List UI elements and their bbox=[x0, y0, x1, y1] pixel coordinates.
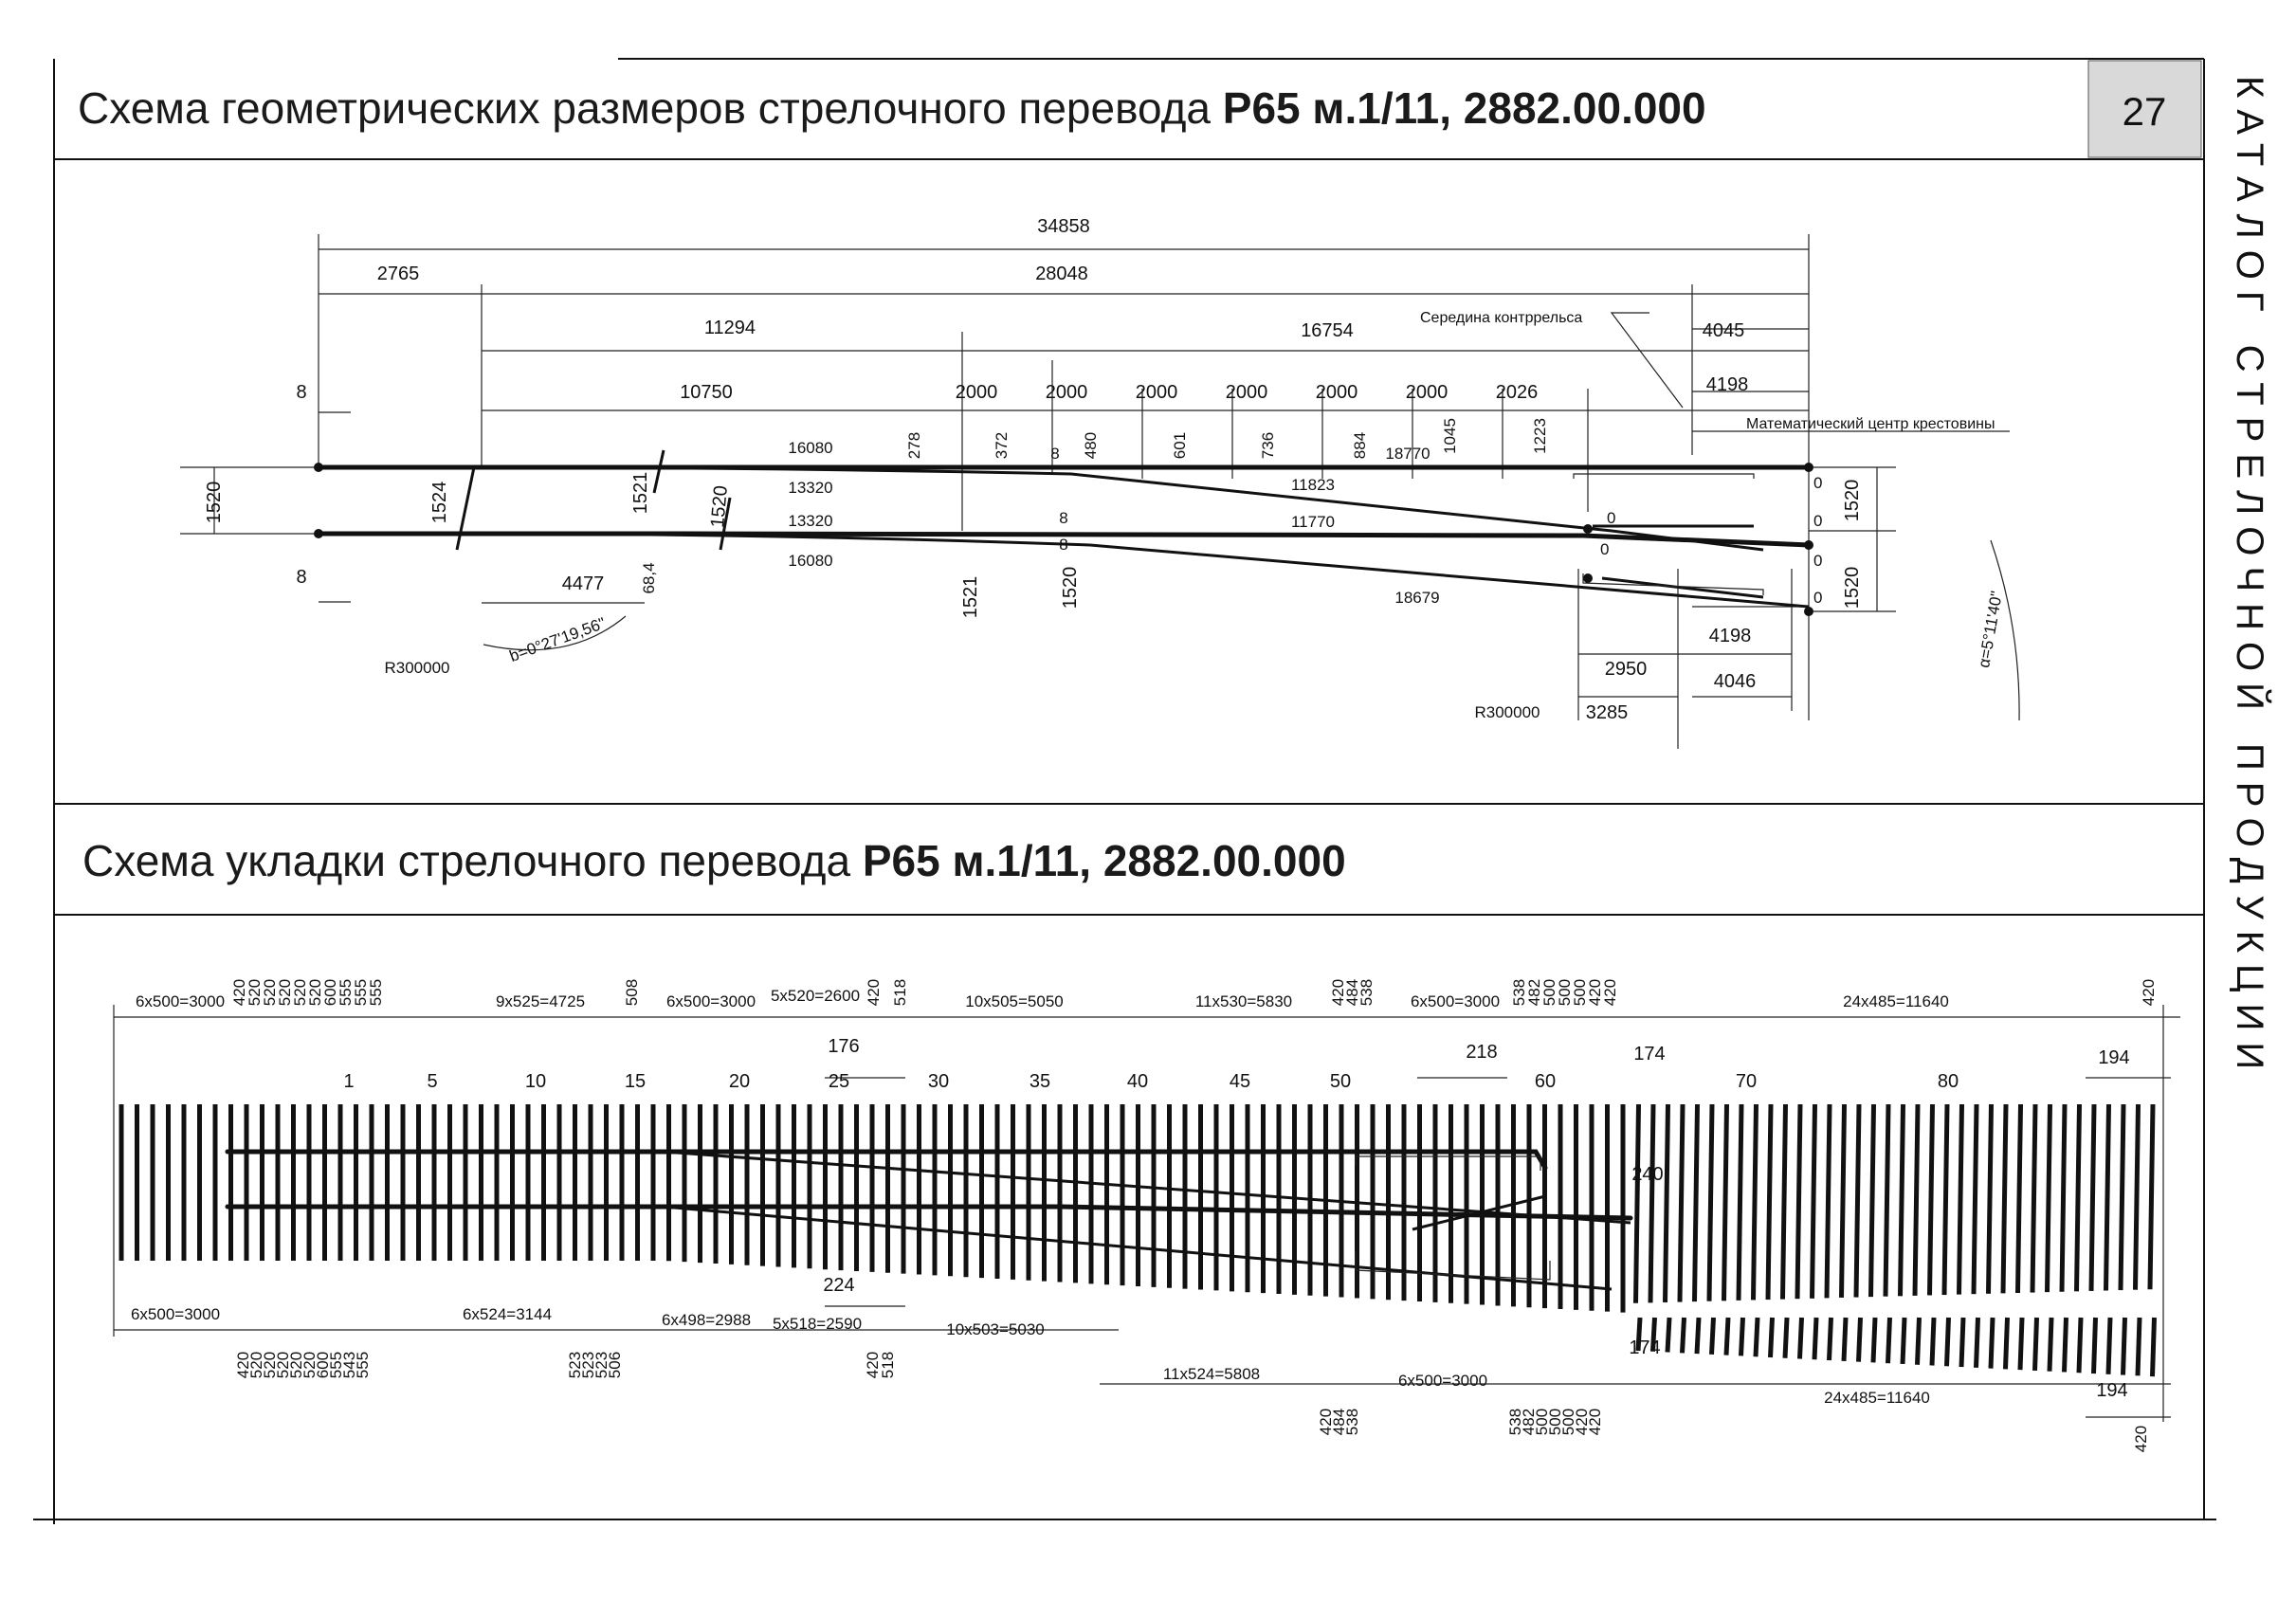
sleeper bbox=[1844, 1318, 1846, 1361]
label-seg-b: 16754 bbox=[1301, 320, 1354, 341]
tl-176: 176 bbox=[828, 1036, 860, 1057]
layout-title-bold: Р65 м.1/11, 2882.00.000 bbox=[862, 836, 1346, 885]
sleeper bbox=[1873, 1318, 1875, 1362]
joint-1521 bbox=[654, 450, 664, 493]
label-3285: 3285 bbox=[1585, 702, 1629, 723]
label-68-4: 68,4 bbox=[640, 562, 658, 594]
tie-no-35: 35 bbox=[1029, 1071, 1051, 1092]
bl-538c: 538 bbox=[1343, 1408, 1361, 1436]
sleeper bbox=[1830, 1318, 1831, 1360]
tl-218: 218 bbox=[1466, 1042, 1498, 1063]
tie-no-1: 1 bbox=[343, 1071, 355, 1092]
label-r11823: 11823 bbox=[1290, 476, 1336, 494]
tie-no-20: 20 bbox=[728, 1071, 751, 1092]
sleeper bbox=[1712, 1318, 1714, 1355]
sleeper bbox=[1756, 1318, 1758, 1356]
note-guard-rail-middle: Середина контррельса bbox=[1420, 310, 1583, 326]
sleeper bbox=[2091, 1104, 2094, 1291]
joint-left bbox=[457, 467, 474, 550]
label-o736: 736 bbox=[1259, 431, 1277, 460]
sleeper bbox=[1871, 1104, 1874, 1297]
sleeper bbox=[1888, 1318, 1890, 1363]
label-zero-6: 0 bbox=[1813, 589, 1823, 607]
label-zero-1: 0 bbox=[1607, 509, 1616, 527]
curved-rail-outer bbox=[482, 534, 1809, 607]
label-o1045: 1045 bbox=[1441, 418, 1459, 454]
top-group1-value: 555 bbox=[367, 978, 385, 1007]
sleeper bbox=[2077, 1104, 2080, 1291]
sleeper bbox=[2138, 1318, 2140, 1375]
tie-no-50: 50 bbox=[1329, 1071, 1352, 1092]
label-front-overhang: 2765 bbox=[376, 264, 420, 284]
label-gauge-left: 1520 bbox=[204, 481, 225, 524]
label-gauge-1520b: 1520 bbox=[707, 484, 732, 529]
layout-diagram bbox=[114, 979, 2180, 1452]
sleeper bbox=[2020, 1318, 2022, 1370]
label-r11770: 11770 bbox=[1290, 513, 1336, 531]
bottom-group1-values bbox=[234, 1352, 372, 1378]
layout-title-regular: Схема укладки стрелочного перевода bbox=[82, 836, 863, 885]
sleeper bbox=[1947, 1318, 1949, 1366]
tie-no-45: 45 bbox=[1229, 1071, 1251, 1092]
label-4477: 4477 bbox=[561, 573, 605, 594]
bl-b5: 10x503=5030 bbox=[946, 1320, 1045, 1338]
sleeper bbox=[2050, 1318, 2051, 1372]
tl-g5: 10x505=5050 bbox=[965, 992, 1064, 1010]
bottom-group2-value: 523 bbox=[592, 1351, 610, 1379]
frog-wing-2 bbox=[1602, 578, 1763, 597]
bl-538d: 538 bbox=[1506, 1408, 1524, 1436]
tl-g4: 5x520=2600 bbox=[770, 987, 861, 1005]
sleeper bbox=[1930, 1104, 1933, 1295]
sleeper bbox=[2062, 1104, 2065, 1292]
bottom-group1-value: 520 bbox=[287, 1351, 305, 1379]
sleeper bbox=[2106, 1104, 2109, 1290]
label-2950: 2950 bbox=[1604, 659, 1648, 680]
sleeper bbox=[2123, 1318, 2125, 1375]
geometry-title-bold: Р65 м.1/11, 2882.00.000 bbox=[1222, 83, 1706, 133]
bl-b8: 24x485=11640 bbox=[1824, 1389, 1930, 1407]
sleeper bbox=[1667, 1318, 1669, 1353]
bottom-group1-value: 520 bbox=[274, 1351, 292, 1379]
label-d7: 2026 bbox=[1495, 382, 1539, 403]
sleeper bbox=[1944, 1104, 1947, 1295]
label-d3: 2000 bbox=[1135, 382, 1178, 403]
label-small-8c: 8 bbox=[1059, 536, 1068, 554]
tl-420c: 420 bbox=[1586, 978, 1604, 1007]
bottom-group1-value: 520 bbox=[261, 1351, 279, 1379]
sleeper bbox=[1783, 1104, 1786, 1300]
sleeper bbox=[1785, 1318, 1787, 1358]
tie-no-15: 15 bbox=[624, 1071, 647, 1092]
sleeper bbox=[2065, 1318, 2067, 1372]
bl-b3: 6x498=2988 bbox=[661, 1311, 752, 1329]
bl-420f: 420 bbox=[864, 1351, 882, 1379]
bl-194b: 194 bbox=[2096, 1380, 2128, 1401]
sleeper bbox=[1666, 1104, 1668, 1302]
sleeper bbox=[1650, 1104, 1653, 1302]
tl-420a: 420 bbox=[865, 978, 883, 1007]
bl-174b: 174 bbox=[1629, 1337, 1661, 1358]
label-d4: 2000 bbox=[1225, 382, 1268, 403]
sleeper bbox=[1800, 1318, 1802, 1359]
sleeper bbox=[2108, 1318, 2110, 1374]
label-4198b: 4198 bbox=[1708, 626, 1752, 646]
bl-420i: 420 bbox=[1586, 1408, 1604, 1436]
tl-482a: 482 bbox=[1525, 978, 1543, 1007]
note-frog-center: Математический центр крестовины bbox=[1746, 416, 1995, 432]
top-group1-value: 520 bbox=[246, 978, 264, 1007]
bl-b4: 5x518=2590 bbox=[772, 1315, 863, 1333]
label-o884: 884 bbox=[1351, 431, 1369, 460]
bottom-group2-value: 523 bbox=[566, 1351, 584, 1379]
label-gap-bottom: 8 bbox=[296, 567, 307, 588]
top-group1-value: 600 bbox=[321, 978, 339, 1007]
label-alpha-angle: α=5°11'40" bbox=[1975, 590, 2007, 670]
sleeper bbox=[1915, 1104, 1918, 1296]
label-4046: 4046 bbox=[1713, 671, 1757, 692]
label-gauge-right-2: 1520 bbox=[1842, 566, 1863, 609]
page-number-box bbox=[2088, 61, 2201, 157]
bl-b6: 11x524=5808 bbox=[1162, 1365, 1261, 1383]
label-b-angle: b=0°27'19,56" bbox=[506, 613, 609, 665]
bl-500e: 500 bbox=[1546, 1408, 1564, 1436]
tie-no-25: 25 bbox=[828, 1071, 850, 1092]
top-group1-value: 520 bbox=[261, 978, 279, 1007]
bottom-group1-value: 555 bbox=[354, 1351, 372, 1379]
tl-420e: 420 bbox=[2140, 978, 2158, 1007]
page-frame bbox=[33, 59, 2216, 1524]
sleeper bbox=[1918, 1318, 1920, 1365]
bottom-group2-value: 523 bbox=[579, 1351, 597, 1379]
bl-518b: 518 bbox=[879, 1351, 897, 1379]
layout-scheme-title bbox=[82, 836, 1346, 885]
label-zero-5: 0 bbox=[1813, 552, 1823, 570]
sleeper bbox=[2035, 1318, 2037, 1371]
tie-no-80: 80 bbox=[1937, 1071, 1959, 1092]
layout-bottom-labels bbox=[131, 1275, 2150, 1452]
label-tail2: 4198 bbox=[1705, 374, 1749, 395]
tl-240: 240 bbox=[1631, 1164, 1664, 1185]
label-zero-2: 0 bbox=[1600, 540, 1610, 558]
label-o278: 278 bbox=[905, 431, 923, 460]
label-tail: 4045 bbox=[1702, 320, 1745, 341]
tl-g3: 6x500=3000 bbox=[665, 992, 756, 1010]
sleeper bbox=[2032, 1104, 2035, 1293]
sleeper bbox=[1813, 1104, 1815, 1299]
tl-538b: 538 bbox=[1510, 978, 1528, 1007]
tl-518a: 518 bbox=[891, 978, 909, 1007]
sleeper bbox=[2003, 1104, 2006, 1293]
tl-194a: 194 bbox=[2098, 1047, 2130, 1068]
sleeper bbox=[1814, 1318, 1816, 1359]
label-seg-a: 11294 bbox=[703, 318, 756, 338]
tl-420d: 420 bbox=[1601, 978, 1619, 1007]
sleeper bbox=[2136, 1104, 2139, 1290]
tl-500c: 500 bbox=[1571, 978, 1589, 1007]
bl-b1: 6x500=3000 bbox=[130, 1305, 221, 1323]
sleeper bbox=[2150, 1104, 2153, 1289]
sleeper bbox=[2018, 1104, 2021, 1293]
sleeper bbox=[1903, 1318, 1904, 1364]
sleeper bbox=[1771, 1318, 1773, 1357]
bl-224: 224 bbox=[823, 1275, 855, 1296]
label-rest-length: 28048 bbox=[1035, 264, 1088, 284]
label-radius-right: R300000 bbox=[1474, 703, 1540, 721]
sleeper bbox=[1856, 1104, 1859, 1298]
tie-no-5: 5 bbox=[427, 1071, 438, 1092]
tl-538a: 538 bbox=[1358, 978, 1376, 1007]
sleeper bbox=[1991, 1318, 1993, 1369]
sleeper bbox=[1859, 1318, 1861, 1362]
label-zero-4: 0 bbox=[1813, 512, 1823, 530]
sleeper bbox=[1886, 1104, 1888, 1297]
sleeper bbox=[2121, 1104, 2123, 1290]
label-gauge-right-1: 1520 bbox=[1842, 479, 1863, 522]
label-seg-c: 10750 bbox=[680, 382, 733, 403]
tie-no-70: 70 bbox=[1735, 1071, 1758, 1092]
label-total-length: 34858 bbox=[1037, 216, 1090, 237]
tl-g1: 6x500=3000 bbox=[135, 992, 226, 1010]
side-catalog-title: КАТАЛОГ СТРЕЛОЧНОЙ ПРОДУКЦИИ bbox=[2229, 76, 2270, 1082]
sleeper bbox=[1739, 1104, 1741, 1301]
top-group1-value: 520 bbox=[306, 978, 324, 1007]
top-group1-value: 520 bbox=[276, 978, 294, 1007]
tl-420b: 420 bbox=[1329, 978, 1347, 1007]
bl-420g: 420 bbox=[1317, 1408, 1335, 1436]
sleeper bbox=[2153, 1318, 2155, 1376]
label-o1223: 1223 bbox=[1531, 418, 1549, 454]
bl-500d: 500 bbox=[1533, 1408, 1551, 1436]
bl-484b: 484 bbox=[1330, 1408, 1348, 1436]
bl-b7: 6x500=3000 bbox=[1397, 1372, 1488, 1390]
label-d6: 2000 bbox=[1405, 382, 1449, 403]
label-d1: 2000 bbox=[955, 382, 998, 403]
label-small-8a: 8 bbox=[1050, 445, 1060, 463]
sleeper bbox=[1697, 1318, 1699, 1354]
tie-no-40: 40 bbox=[1126, 1071, 1149, 1092]
sleeper bbox=[1989, 1104, 1992, 1294]
bottom-group1-value: 520 bbox=[247, 1351, 265, 1379]
label-o480: 480 bbox=[1082, 431, 1100, 460]
tl-500b: 500 bbox=[1556, 978, 1574, 1007]
bl-b2: 6x524=3144 bbox=[462, 1305, 553, 1323]
label-r16080-bottom: 16080 bbox=[788, 552, 833, 570]
sleeper bbox=[1741, 1318, 1743, 1355]
label-gauge-1521: 1521 bbox=[630, 471, 651, 515]
label-small-8b: 8 bbox=[1059, 509, 1068, 527]
label-r18770: 18770 bbox=[1385, 445, 1430, 463]
bottom-group1-value: 555 bbox=[327, 1351, 345, 1379]
label-1520c: 1520 bbox=[1060, 566, 1081, 609]
bottom-group2-values bbox=[566, 1352, 624, 1378]
top-group1-values bbox=[230, 979, 385, 1006]
bl-420j: 420 bbox=[2132, 1425, 2150, 1453]
bl-482b: 482 bbox=[1520, 1408, 1538, 1436]
label-r13320-top: 13320 bbox=[788, 479, 833, 497]
sleeper bbox=[1724, 1104, 1727, 1301]
bottom-group1-value: 520 bbox=[301, 1351, 319, 1379]
tl-500a: 500 bbox=[1540, 978, 1558, 1007]
sleeper bbox=[1636, 1104, 1639, 1303]
label-r13320-bottom: 13320 bbox=[788, 512, 833, 530]
tie-no-60: 60 bbox=[1534, 1071, 1557, 1092]
sleeper bbox=[1683, 1318, 1685, 1353]
tie-no-30: 30 bbox=[927, 1071, 950, 1092]
sleeper bbox=[1768, 1104, 1771, 1300]
label-d2: 2000 bbox=[1045, 382, 1088, 403]
label-r16080-top: 16080 bbox=[788, 439, 833, 457]
bottom-group1-value: 600 bbox=[314, 1351, 332, 1379]
top-group1-value: 420 bbox=[230, 978, 248, 1007]
sleeper bbox=[1695, 1104, 1698, 1301]
sleeper bbox=[2079, 1318, 2081, 1373]
sleeper bbox=[1709, 1104, 1712, 1301]
guard-rail-top bbox=[1574, 474, 1754, 479]
guard-rail-bottom bbox=[1583, 573, 1763, 595]
tl-484a: 484 bbox=[1343, 978, 1361, 1007]
top-group1-value: 520 bbox=[291, 978, 309, 1007]
geometry-title-regular: Схема геометрических размеров стрелочного перевода bbox=[78, 83, 1223, 133]
bottom-group1-value: 420 bbox=[234, 1351, 252, 1379]
page-number: 27 bbox=[2122, 89, 2167, 134]
label-zero-3: 0 bbox=[1813, 474, 1823, 492]
label-o601: 601 bbox=[1171, 431, 1189, 460]
sleeper bbox=[1754, 1104, 1757, 1300]
tl-174a: 174 bbox=[1633, 1044, 1666, 1064]
sleeper bbox=[1726, 1318, 1728, 1355]
sleeper bbox=[1827, 1104, 1830, 1298]
geometry-scheme-title bbox=[78, 83, 1706, 133]
label-radius-left: R300000 bbox=[384, 659, 450, 677]
sleeper bbox=[1797, 1104, 1800, 1299]
bl-500f: 500 bbox=[1559, 1408, 1577, 1436]
bottom-group1-value: 543 bbox=[340, 1351, 358, 1379]
top-group1-value: 555 bbox=[352, 978, 370, 1007]
sleeper bbox=[1977, 1318, 1978, 1368]
tl-g2: 9x525=4725 bbox=[495, 992, 586, 1010]
label-gap-top: 8 bbox=[296, 382, 307, 403]
label-gauge-1524: 1524 bbox=[429, 481, 450, 524]
top-group1-value: 555 bbox=[337, 978, 355, 1007]
tl-508: 508 bbox=[623, 978, 641, 1007]
label-d5: 2000 bbox=[1315, 382, 1358, 403]
tie-no-10: 10 bbox=[524, 1071, 547, 1092]
tl-g7: 6x500=3000 bbox=[1410, 992, 1501, 1010]
sleeper bbox=[1932, 1318, 1934, 1366]
sleeper bbox=[1974, 1104, 1977, 1294]
sleeper bbox=[1680, 1104, 1683, 1302]
sleeper bbox=[2094, 1318, 2096, 1374]
sleeper bbox=[1961, 1318, 1963, 1367]
tl-g8: 24x485=11640 bbox=[1843, 992, 1949, 1010]
sleeper bbox=[2048, 1104, 2050, 1292]
sleeper bbox=[2006, 1318, 2008, 1369]
sleeper bbox=[1959, 1104, 1962, 1295]
tl-g6: 11x530=5830 bbox=[1194, 992, 1293, 1010]
sleeper bbox=[1842, 1104, 1845, 1298]
bl-420h: 420 bbox=[1573, 1408, 1591, 1436]
bottom-group2-value: 506 bbox=[606, 1351, 624, 1379]
label-r18679: 18679 bbox=[1394, 589, 1440, 607]
sleeper bbox=[1901, 1104, 1904, 1296]
label-o372: 372 bbox=[993, 431, 1011, 460]
sleepers bbox=[121, 1104, 2155, 1379]
geometry-diagram bbox=[180, 216, 2019, 749]
label-1521b: 1521 bbox=[960, 575, 981, 619]
